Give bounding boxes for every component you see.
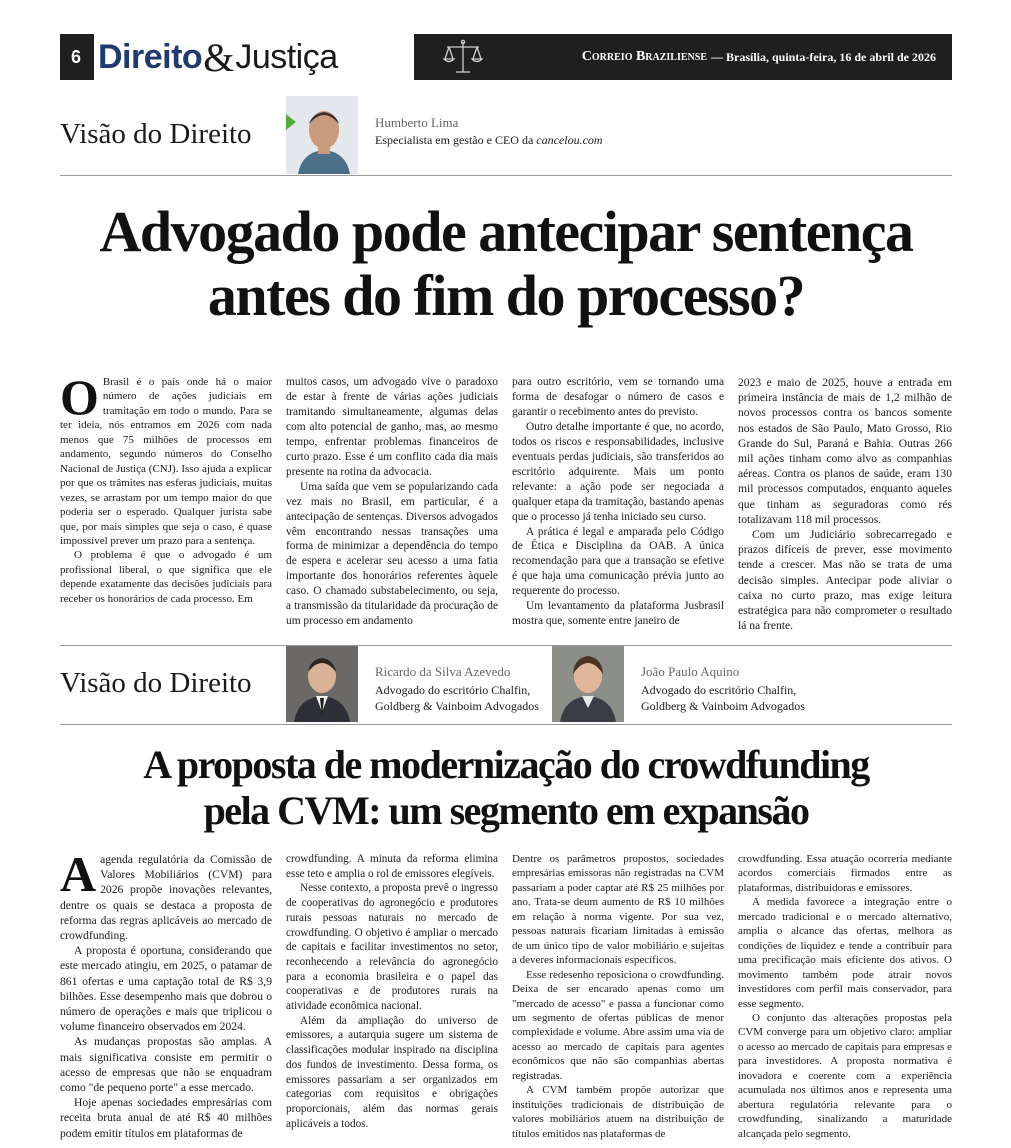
brand-ampersand: &: [203, 34, 235, 80]
section-divider: [60, 175, 952, 176]
paragraph: Além da ampliação do universo de emissores, a autarquia sugere um sistema de classificações modular inspirado na disciplina dos fundos de investimento. Dessa forma, os emissores passariam a ser organizados em categorias com requisitos e obrigações proporcionais, além das normas gerais aplicáveis a todos.: [286, 1014, 498, 1130]
headline-2: [60, 742, 952, 834]
paragraph: Dentre os parâmetros propostos, sociedades empresárias emissoras não registradas na CVM passariam a poder captar até R$ 25 milhões por ano. Trata-se deum aumento de R$ 10 milhões em relação à norma vigente. Por sua vez, pessoas naturais ficariam limitadas à emissão de um único tipo de valor mobiliário e sujeitas a deveres informacionais específicos.: [512, 853, 724, 967]
paragraph: 2023 e maio de 2025, houve a entrada em primeira instância de mais de 1,2 milhão de novos processos contra os bancos somente nos estados de São Paulo, Mato Grosso, Rio Grande do Sul, Paraná e Bahia. Outras 266 mil ações tinham como alvo as companhias aéreas. Contra os planos de saúde, eram 130 mil processos computados, enquanto aqueles que tinham as seguradoras como rés totalizavam 118 mil processos.: [738, 376, 952, 526]
author-2-name: João Paulo Aquino: [641, 664, 740, 679]
section-divider: [60, 724, 952, 725]
author-2-role-line2: Goldberg & Vainboim Advogados: [641, 699, 805, 713]
headline-1-line1: Advogado pode antecipar sentença: [99, 199, 913, 264]
author-portrait-icon: [286, 96, 358, 174]
brand-word-justica: Justiça: [235, 37, 338, 76]
drop-cap: A: [60, 846, 97, 902]
headline-1: [60, 200, 952, 328]
author-2-role: [641, 682, 805, 714]
paragraph: Esse redesenho reposiciona o crowdfunding. Deixa de ser encarado apenas como um "mercado de acesso" e passa a funcionar como um segmento de ofertas públicas de menor complexidade e volume. Abre assim uma via de acesso ao mercado de capitais para agentes econômicos que não são companhias abertas registradas.: [512, 968, 724, 1082]
paragraph: Outro detalhe importante é que, no acordo, todos os riscos e responsabilidades, inclusive eventuais perdas judiciais, são transferidos ao escritório adquirente. Mais um ponto relevante: a ação pode ser negociada a qualquer etapa da tramitação, bastando apenas que o processo já tenha iniciado seu curso.: [512, 420, 724, 523]
paragraph: Uma saída que vem se popularizando cada vez mais no Brasil, em particular, é a antecipação de sentenças. Diversos advogados vêm encontrando nessas transações uma forma de minimizar a dependência do tempo de espera e acelerar seu acesso a uma fatia importante dos honorários referentes àquele caso. O chamado substabelecimento, ou seja, a transmissão da titularidade da procuração de um processo em andamento: [286, 480, 498, 628]
newspaper-name: Correio Braziliense: [581, 49, 707, 64]
page-header: [60, 34, 952, 80]
author-2-role-line1: Advogado do escritório Chalfin,: [641, 683, 797, 697]
author-1-name: Ricardo da Silva Azevedo: [375, 664, 511, 679]
brand-word-direito: Direito: [98, 37, 203, 76]
paragraph: O problema é que o advogado é um profissional liberal, o que significa que ele depende exatamente das decisões judiciais para receber os honorários de cada processo. Em: [60, 549, 272, 605]
paragraph: Nesse contexto, a proposta prevê o ingresso de cooperativas do agronegócio e produtores rurais pessoas naturais no mercado de crowdfunding. O objetivo é ampliar o mercado de capitais e facilitar investimentos no setor, reconhecendo a relevância do agronegócio para a economia brasileira e o papel das cooperativas e de produtores rurais na atividade econômica nacional.: [286, 882, 498, 1013]
author-role: [375, 132, 603, 148]
article-1-column-4: [738, 375, 952, 633]
section-divider: [60, 645, 952, 646]
author-role-text: Especialista em gestão e CEO da: [375, 133, 537, 147]
paragraph: A proposta é oportuna, considerando que este mercado atingiu, em 2025, o patamar de 861 ofertas e uma captação total de R$ 3,9 bilhões. Esse desempenho mais que dobrou o número de operações e mais que triplicou o volume financeiro observados em 2024.: [60, 944, 272, 1034]
scales-of-justice-icon: [442, 38, 484, 76]
headline-1-line2: antes do fim do processo?: [207, 263, 805, 328]
page-number: 6: [70, 46, 81, 67]
paragraph: Hoje apenas sociedades empresárias com receita bruta anual de até R$ 40 milhões podem emitir títulos em plataformas de: [60, 1096, 272, 1140]
paragraph: agenda regulatória da Comissão de Valores Mobiliários (CVM) para 2026 propõe inovações relevantes, dentre os quais se destaca a proposta de reforma das regras aplicáveis ao mercado de crowdfunding.: [60, 853, 272, 943]
author-photo-joao-aquino: [552, 646, 624, 722]
author-photo-ricardo-azevedo: [286, 646, 358, 722]
article-1-column-1: [60, 369, 272, 606]
drop-cap: O: [60, 369, 99, 425]
dateline: — Brasília, quinta-feira, 16 de abril de 2026: [711, 49, 936, 64]
paragraph: Com um Judiciário sobrecarregado e prazos difíceis de prever, esse movimento tende a crescer. Mas não se trata de uma decisão simples. Antecipar pode aliviar o caixa no curto prazo, mas exige leitura estratégica para não comprometer o resultado lá na frente.: [738, 528, 952, 633]
article-2-column-2: [286, 852, 498, 1131]
paragraph: Brasil é o país onde há o maior número de ações judiciais em tramitação em todo o mundo. Para se ter ideia, nós entramos em 2026 com nada menos que 75 milhões de processos em andamento, segundo números do Conselho Nacional de Justiça (CNJ). Isso ajuda a explicar por que os trâmites nas esferas judiciais, muitas vezes, se arrastam por um tempo maior do que poderia ser o esperado. Qualquer jurista sabe que, por mais simples que seja o caso, é quase impossível prever um prazo para a sentença.: [60, 376, 272, 547]
paragraph: A CVM também propõe autorizar que instituições tradicionais de distribuição de valores mobiliários atuem na distribuição de títulos emitidos nas plataformas de: [512, 1084, 724, 1140]
section-brand: [94, 34, 414, 80]
paragraph: muitos casos, um advogado vive o paradoxo de estar à frente de várias ações judiciais tramitando simultaneamente, algumas delas com alto potencial de ganho, mas, ao mesmo tempo, enfrentar problemas financeiros de curto prazo. Esse é um conflito cada dia mais presente na rotina da advocacia.: [286, 376, 498, 478]
paragraph: crowdfunding. Essa atuação ocorreria mediante acordos comerciais firmados entre as plataformas, distribuidoras e emissores.: [738, 853, 952, 894]
paragraph: A prática é legal e amparada pelo Código de Ética e Disciplina da OAB. A única recomendação para que a transação se efetive é que haja uma comunicação prévia junto ao requerente do processo.: [512, 525, 724, 598]
paragraph: A medida favorece a integração entre o mercado tradicional e o mercado alternativo, amplia o alcance das ofertas, melhora as condições de liquidez e tende a contribuir para uma precificação mais eficiente dos ativos. O movimento também pode atrair novos investidores com perfil mais conservador, para esse segmento.: [738, 896, 952, 1010]
author-1-role: [375, 682, 539, 714]
author-1-role-line2: Goldberg & Vainboim Advogados: [375, 699, 539, 713]
section-label-visao-do-direito-2: Visão do Direito: [60, 667, 252, 699]
article-2-column-1: [60, 846, 272, 1141]
paragraph: As mudanças propostas são amplas. A mais significativa consiste em permitir o acesso de empresas que não se enquadram como "de pequeno porte" a esse mercado.: [60, 1035, 272, 1095]
author-1-role-line1: Advogado do escritório Chalfin,: [375, 683, 531, 697]
paragraph: O conjunto das alterações propostas pela CVM converge para um objetivo claro: ampliar o acesso ao mercado de capitais para empresas e para investidores. A proposta normativa é inovadora e coerente com a experiência acumulada nos últimos anos e representa uma abertura regulatória relevante para o crowdfunding, sinalizando a maturidade alcançada pelo segmento.: [738, 1011, 952, 1140]
headline-2-line2: pela CVM: um segmento em expansão: [203, 788, 809, 833]
author-company: cancelou.com: [536, 133, 603, 147]
article-2-column-4: [738, 852, 952, 1141]
paragraph: crowdfunding. A minuta da reforma elimina esse teto e amplia o rol de emissores elegíveis.: [286, 853, 498, 880]
paragraph: Um levantamento da plataforma Jusbrasil mostra que, somente entre janeiro de: [512, 600, 724, 628]
author-portrait-icon: [286, 646, 358, 722]
paragraph: para outro escritório, vem se tornando uma forma de desafogar o número de casos e garantir o recebimento antes do previsto.: [512, 376, 724, 418]
headline-2-line1: A proposta de modernização do crowdfunding: [143, 742, 869, 787]
author-photo-humberto-lima: [286, 96, 358, 174]
article-1-column-2: [286, 375, 498, 629]
section-label-visao-do-direito: Visão do Direito: [60, 118, 252, 150]
author-name: Humberto Lima: [375, 115, 459, 130]
article-1-column-3: [512, 375, 724, 629]
author-portrait-icon: [552, 646, 624, 722]
masthead-dateline: [582, 34, 936, 80]
article-2-column-3: [512, 852, 724, 1141]
